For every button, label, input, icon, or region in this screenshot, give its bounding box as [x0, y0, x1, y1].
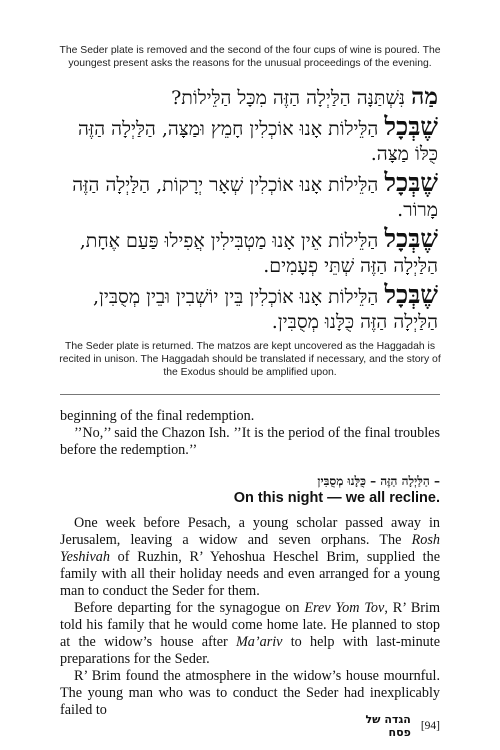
heading-hebrew: – הַלַּיְלָה הַזֶּה – כֻּלָּנוּ מְסֻבִּין — [317, 474, 440, 488]
commentary-line: beginning of the final redemption. — [60, 408, 255, 424]
stanza-keyword: שֶׁבְּכָל — [384, 112, 438, 141]
text-run: of Ruzhin, R’ Yehoshua Heschel Brim, supplied the family with all their holiday needs and even arranged for a young man to conduct the Seder for them. — [60, 549, 440, 599]
stanza-text: הַלֵּילוֹת אָנוּ אוֹכְלִין חָמֵץ וּמַצָּה, הַלַּיְלָה הַזֶּה כֻּלּוֹ מַצָּה. — [77, 118, 438, 165]
question-maror — [60, 170, 438, 223]
commentary-paragraph — [60, 600, 440, 668]
question-dipping — [60, 226, 438, 279]
commentary-paragraph: R’ Brim found the atmosphere in the widow’s house mournful. The young man who was to conduct the Seder had inexplicably failed to — [60, 668, 440, 718]
section-divider — [60, 394, 440, 395]
running-title: הגדה של פסח — [365, 713, 411, 739]
stanza-keyword: שֶׁבְּכָל — [384, 168, 438, 197]
stanza-text: הַלֵּילוֹת אָנוּ אוֹכְלִין שְׁאָר יְרָקוֹת, הַלַּיְלָה הַזֶּה מָרוֹר. — [72, 174, 438, 221]
intro-instruction: The Seder plate is removed and the second of the four cups of wine is poured. The youngest present asks the reasons for the unusual proceedings of the evening. — [59, 45, 441, 69]
text-run: Before departing for the synagogue on — [74, 600, 305, 616]
page-number: [94] — [420, 720, 440, 732]
italic-term: Ma’ariv — [235, 634, 283, 650]
page-footer — [340, 713, 440, 739]
return-instruction: The Seder plate is returned. The matzos are kept uncovered as the Haggadah is recited in unison. The Haggadah should be translated if necessary, and the story of the Exodus should be amplified upon. — [59, 341, 441, 378]
question-mah-nishtanah — [60, 84, 438, 111]
stanza-keyword: שֶׁבְּכָל — [384, 224, 438, 253]
stanza-text: הַלֵּילוֹת אָנוּ אוֹכְלִין בֵּין יוֹשְׁבִין וּבֵין מְסֻבִּין, הַלַּיְלָה הַזֶּה כֻּלָּנוּ מְסֻבִּין. — [93, 286, 438, 333]
text-run: One week before Pesach, a young scholar passed away in Jerusalem, leaving a widow and seven orphans. The — [60, 515, 440, 548]
stanza-text: נִּשְׁתַּנָּה הַלַּיְלָה הַזֶּה מִכָּל הַלֵּילוֹת? — [171, 87, 412, 109]
italic-term: Rosh Yeshivah — [60, 532, 440, 565]
stanza-keyword: מַה — [411, 83, 438, 110]
stanza-keyword: שֶׁבְּכָל — [384, 280, 438, 309]
question-reclining — [60, 282, 438, 335]
mah-nishtanah-text — [60, 84, 438, 335]
commentary-paragraph — [60, 515, 440, 600]
stanza-text: הַלֵּילוֹת אֵין אָנוּ מַטְבִּילִין אֲפִילוּ פַּעַם אֶחָת, הַלַּיְלָה הַזֶּה שְׁתֵּי פְעָמִים. — [79, 230, 438, 277]
commentary-heading — [60, 473, 440, 507]
heading-english: On this night — we all recline. — [233, 490, 440, 506]
commentary-line: ’’No,’’ said the Chazon Ish. ’’It is the period of the final troubles before the redemption.’’ — [60, 425, 440, 458]
question-chametz-matzah — [60, 114, 438, 167]
commentary-section — [60, 408, 440, 719]
text-run: , R’ Brim told his family that he would come home late. He planned to stop at the widow’s house after — [60, 600, 440, 650]
text-run: to help with last-minute preparations for the Seder. — [60, 634, 440, 667]
italic-term: Erev Yom Tov — [304, 600, 385, 616]
